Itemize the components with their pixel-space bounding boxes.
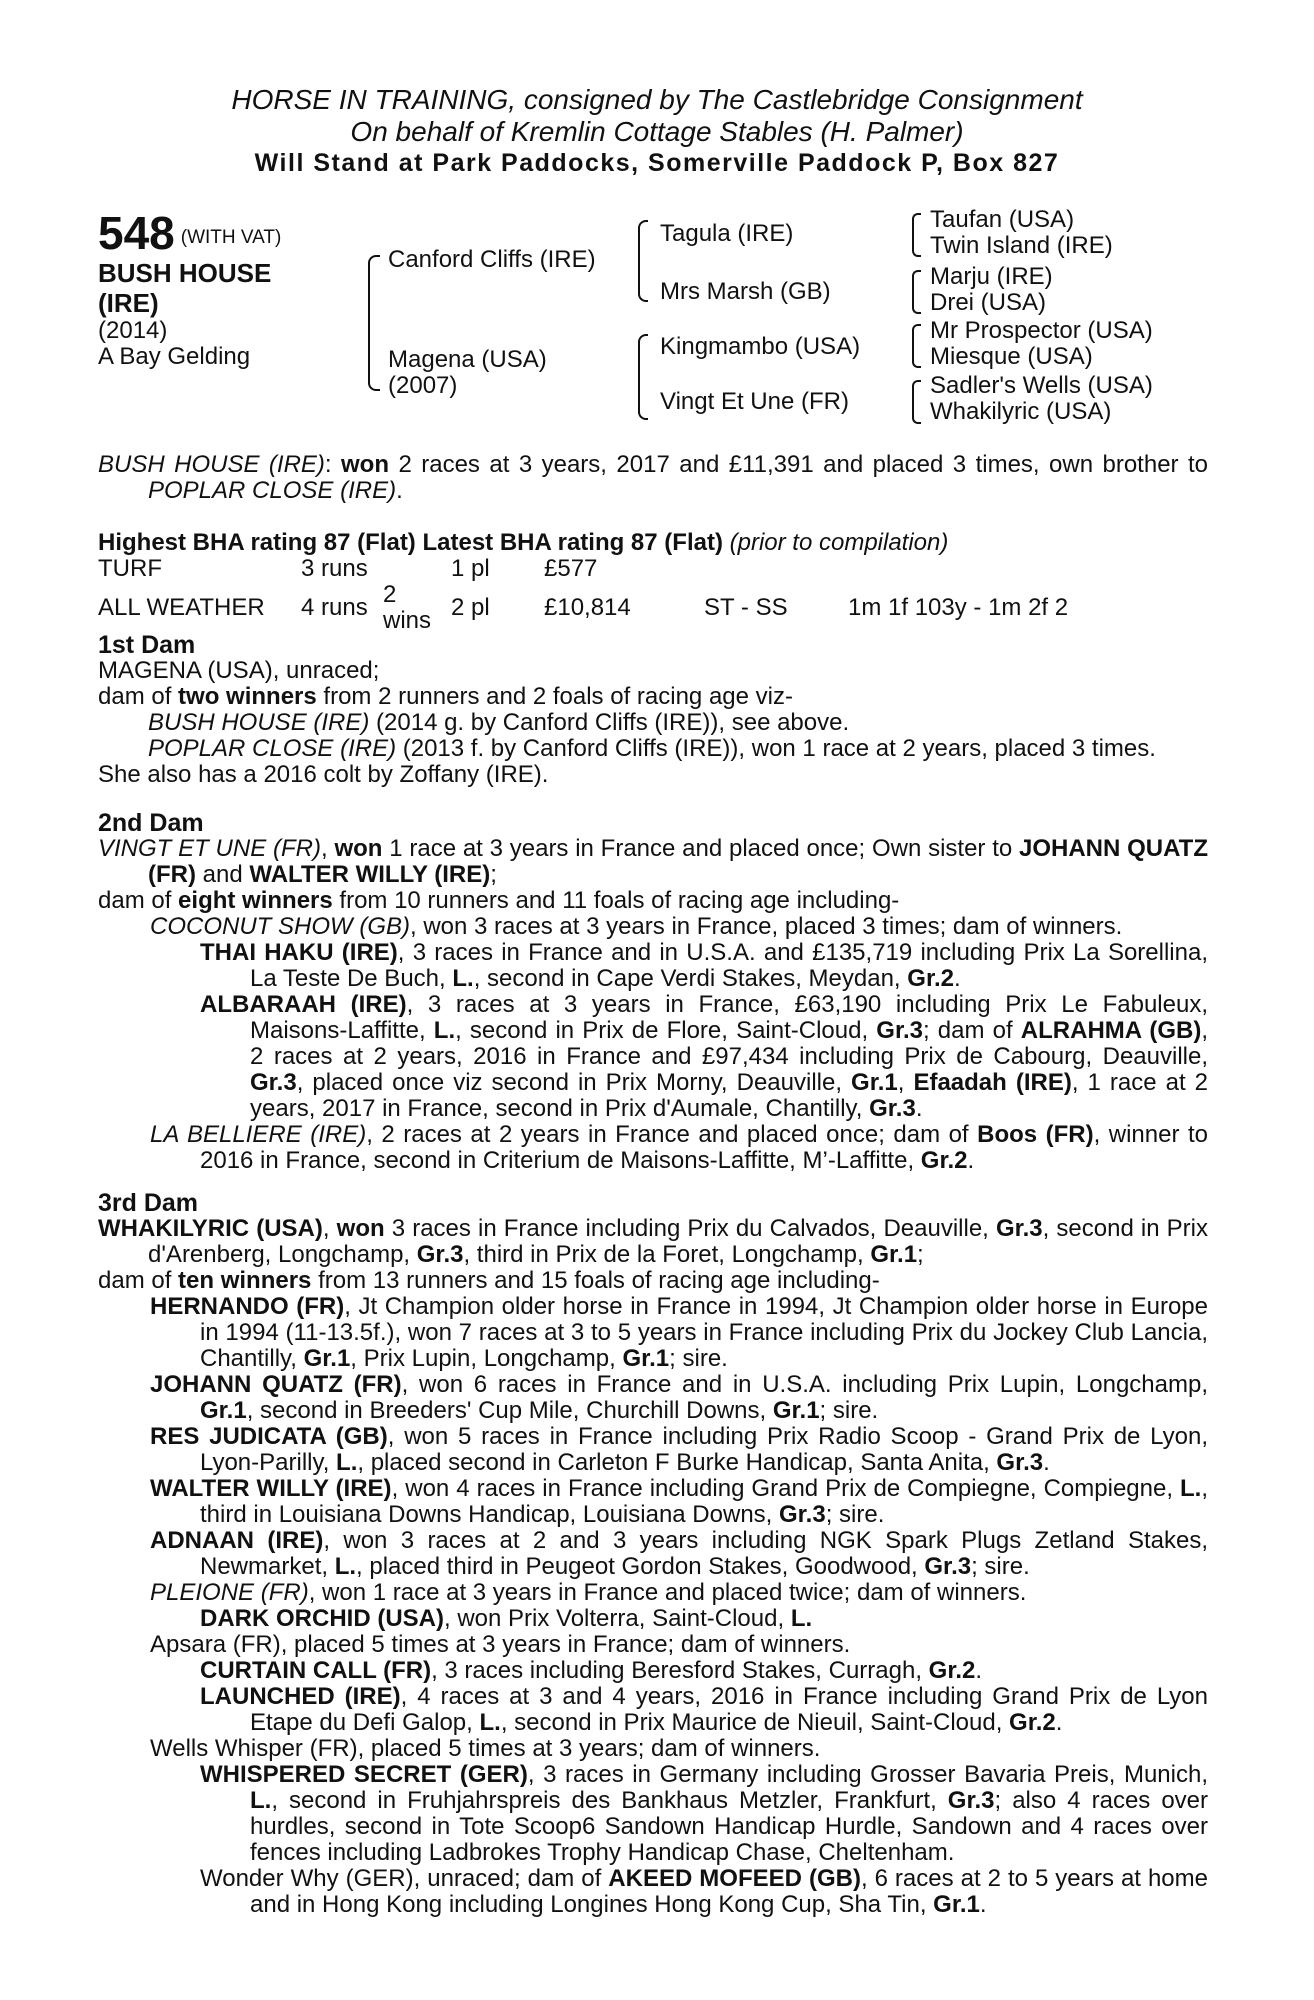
race-record xyxy=(98,556,1208,634)
pedigree-dsd: Miesque (USA) xyxy=(930,343,1093,370)
text: RES JUDICATA (GB) xyxy=(150,1423,388,1450)
text: , 3 races in France and in U.S.A. and £135,719 including Prix La Sorellina, La Teste De Buch, xyxy=(250,939,1209,992)
text: WALTER WILLY (IRE) xyxy=(150,1475,392,1502)
text: , 3 races in Germany including Grosser Bavaria Preis, Munich, xyxy=(527,1761,1208,1788)
pedigree-sire: Canford Cliffs (IRE) xyxy=(388,246,596,273)
text: Wells Whisper (FR), placed 5 times at 3 years; dam of winners. xyxy=(150,1735,821,1762)
text: Gr.3 xyxy=(869,1095,916,1122)
table-row xyxy=(98,582,1068,634)
text: Gr.3 xyxy=(995,1215,1043,1242)
text: JOHANN QUATZ (FR) xyxy=(150,1371,402,1398)
text: Gr.3 xyxy=(876,1017,923,1044)
text: Gr.3 xyxy=(947,1787,995,1814)
text: . xyxy=(979,1891,987,1918)
list-item xyxy=(98,710,1208,736)
stat-runs: 4 runs xyxy=(301,594,368,621)
text: Gr.2 xyxy=(920,1147,968,1174)
text: two winners xyxy=(178,683,317,710)
second-dam-heading: 2nd Dam xyxy=(98,809,204,837)
vat-note: (WITH VAT) xyxy=(180,227,282,248)
text: , placed once viz second in Prix Morny, Deauville, xyxy=(296,1069,852,1096)
pedigree-dam-year: (2007) xyxy=(388,372,458,399)
text: from 2 runners and 2 foals of racing age viz- xyxy=(316,683,793,710)
stat-money: £577 xyxy=(544,555,598,582)
pedigree-brace-ss xyxy=(912,213,921,257)
text: Gr.2 xyxy=(928,1657,976,1684)
text: AKEED MOFEED (GB) xyxy=(608,1865,861,1892)
text: , 4 races at 3 and 4 years, 2016 in France including Grand Prix de Lyon Etape du Defi Galop, xyxy=(250,1683,1208,1736)
list-item xyxy=(98,1122,1208,1174)
list-item xyxy=(98,1736,1208,1762)
text: , 1 race at 2 years, 2017 in France, second in Prix d'Aumale, Chantilly, xyxy=(250,1069,1209,1122)
second-dam-section xyxy=(98,810,1208,1174)
pedigree-sss: Taufan (USA) xyxy=(930,206,1075,233)
text: Gr.3 xyxy=(250,1069,297,1096)
list-item xyxy=(98,1476,1208,1528)
text: LA BELLIERE (IRE) xyxy=(150,1121,367,1148)
text: 3 races in France including Prix du Calvados, Deauville, xyxy=(384,1215,996,1242)
list-item xyxy=(98,914,1208,940)
text: Wonder Why (GER), unraced; dam of xyxy=(200,1865,609,1892)
list-item xyxy=(98,1580,1208,1606)
text: Gr.1 xyxy=(200,1397,247,1424)
text: . xyxy=(1055,1709,1063,1736)
text: Gr.2 xyxy=(1009,1709,1056,1736)
third-dam-heading: 3rd Dam xyxy=(98,1189,199,1217)
text: POPLAR CLOSE (IRE) xyxy=(148,735,397,762)
stat-surface: ALL WEATHER xyxy=(98,594,265,621)
text: won xyxy=(336,1215,385,1242)
first-dam-produce xyxy=(98,684,1208,710)
text: , second in Breeders' Cup Mile, Churchill Downs, xyxy=(246,1397,773,1424)
stat-going xyxy=(704,556,848,582)
text: , second in Prix de Flore, Saint-Cloud, xyxy=(455,1017,877,1044)
pedigree-sire-sire: Tagula (IRE) xyxy=(660,220,794,247)
text: L. xyxy=(452,965,474,992)
stat-going: ST - SS xyxy=(704,594,788,621)
text: , xyxy=(322,1215,337,1242)
stat-placed: 1 pl xyxy=(451,555,490,582)
text: . xyxy=(953,965,961,992)
text: , winner to 2016 in France, second in Criterium de Maisons-Laffitte, M’-Laffitte, xyxy=(200,1121,1208,1174)
first-dam-name: MAGENA (USA), unraced; xyxy=(98,657,380,684)
pedigree-sds: Marju (IRE) xyxy=(930,263,1053,290)
text: L. xyxy=(334,1553,357,1580)
list-item xyxy=(98,1294,1208,1372)
text: from 13 runners and 15 foals of racing age including- xyxy=(311,1267,880,1294)
pedigree-brace-sd xyxy=(912,270,921,314)
text: L. xyxy=(479,1709,501,1736)
pedigree-sdd: Drei (USA) xyxy=(930,289,1047,316)
text: won xyxy=(334,835,383,862)
text: ; sire. xyxy=(819,1397,879,1424)
third-dam-section xyxy=(98,1190,1208,1918)
text: , won 4 races in France including Grand Prix de Compiegne, Compiegne, xyxy=(391,1475,1180,1502)
text: . xyxy=(975,1657,983,1684)
text: ten winners xyxy=(178,1267,312,1294)
text: Gr.1 xyxy=(622,1345,670,1372)
pedigree-brace-dam xyxy=(638,334,648,420)
text: THAI HAKU (IRE) xyxy=(200,939,398,966)
stat-wins: 2 wins xyxy=(383,581,432,634)
pedigree-dss: Mr Prospector (USA) xyxy=(930,317,1153,344)
text: . xyxy=(967,1147,975,1174)
text: Gr.2 xyxy=(907,965,954,992)
text: , second in Prix Maurice de Nieuil, Saint-Cloud, xyxy=(500,1709,1010,1736)
text: , 2 races at 2 years in France and placed once; dam of xyxy=(366,1121,978,1148)
table-row xyxy=(98,556,1068,582)
text: eight winners xyxy=(178,887,333,914)
text: , won Prix Volterra, Saint-Cloud, xyxy=(443,1605,791,1632)
stat-surface: TURF xyxy=(98,555,162,582)
stat-money: £10,814 xyxy=(544,594,631,621)
summary-end: . xyxy=(396,477,403,504)
rating-line xyxy=(98,530,1208,556)
second-dam-name xyxy=(98,836,1208,888)
list-item xyxy=(98,1684,1208,1736)
list-item xyxy=(98,1866,1208,1918)
text: , second in Prix d'Arenberg, Longchamp, xyxy=(148,1215,1209,1268)
text: WALTER WILLY (IRE) xyxy=(249,861,491,888)
first-dam-heading: 1st Dam xyxy=(98,631,196,659)
second-dam-produce xyxy=(98,888,1208,914)
text: L. xyxy=(433,1017,456,1044)
text: L. xyxy=(1180,1475,1202,1502)
text: . xyxy=(1043,1449,1050,1476)
summary-won: won xyxy=(341,451,390,478)
stat-wins xyxy=(383,556,451,582)
text: Boos (FR) xyxy=(977,1121,1094,1148)
text: dam of xyxy=(98,1267,179,1294)
text: ; xyxy=(917,1241,924,1268)
text: , xyxy=(897,1069,914,1096)
text: PLEIONE (FR) xyxy=(150,1579,309,1606)
text: , 3 races including Beresford Stakes, Curragh, xyxy=(431,1657,929,1684)
text: Gr.3 xyxy=(416,1241,464,1268)
list-item xyxy=(98,736,1208,762)
summary-horse-name: BUSH HOUSE (IRE) xyxy=(98,451,325,478)
header-vendor: On behalf of Kremlin Cottage Stables (H. Palmer) xyxy=(350,116,964,147)
text: Gr.3 xyxy=(924,1553,972,1580)
text: , xyxy=(321,835,335,862)
text: ; sire. xyxy=(825,1501,885,1528)
rating-note: (prior to compilation) xyxy=(729,529,949,556)
text: ADNAAN (IRE) xyxy=(150,1527,324,1554)
text: , won 6 races in France and in U.S.A. including Prix Lupin, Longchamp, xyxy=(401,1371,1209,1398)
text: ; sire. xyxy=(669,1345,728,1372)
text: WHAKILYRIC (USA) xyxy=(98,1215,323,1242)
list-item xyxy=(98,1658,1208,1684)
text: ; also 4 races over hurdles, second in Tote Scoop6 Sandown Handicap Hurdle, Sandown and 4 races over fences including Ladbrokes Trophy Handicap Chase, Cheltenham. xyxy=(250,1787,1209,1866)
text: , 2 races at 2 years, 2016 in France and £97,434 including Prix de Cabourg, Deauville, xyxy=(250,1017,1208,1070)
text: CURTAIN CALL (FR) xyxy=(200,1657,432,1684)
rating-text: Highest BHA rating 87 (Flat) Latest BHA rating 87 (Flat) xyxy=(98,529,723,556)
pedigree-brace-sire xyxy=(638,220,648,302)
list-item xyxy=(98,1424,1208,1476)
text: , 3 races at 3 years in France, £63,190 including Prix Le Fabuleux, Maisons-Laffitte, xyxy=(250,991,1208,1044)
pedigree-dam: Magena (USA) xyxy=(388,346,547,373)
text: , Jt Champion older horse in France in 1994, Jt Champion older horse in Europe in 1994 (11-13.5f.), won 7 races at 3 to 5 years in France including Prix du Jockey Club Lancia, Chantilly, xyxy=(200,1293,1208,1372)
text: JOHANN QUATZ (FR) xyxy=(148,835,1208,888)
text: ; dam of xyxy=(922,1017,1021,1044)
first-dam-section xyxy=(98,632,1208,788)
race-record-table xyxy=(98,556,1068,634)
pedigree-ddd: Whakilyric (USA) xyxy=(930,398,1112,425)
text: , second in Fruhjahrspreis des Bankhaus Metzler, Frankfurt, xyxy=(271,1787,948,1814)
first-dam-note: She also has a 2016 colt by Zoffany (IRE). xyxy=(98,761,549,788)
stat-runs: 3 runs xyxy=(301,555,368,582)
text: , 6 races at 2 to 5 years at home and in Hong Kong including Longines Hong Kong Cup, Sha Tin, xyxy=(250,1865,1208,1918)
horse-description: A Bay Gelding xyxy=(98,343,251,370)
list-item xyxy=(98,940,1208,992)
text: Gr.1 xyxy=(870,1241,918,1268)
text: Gr.1 xyxy=(851,1069,898,1096)
text: , won 3 races at 2 and 3 years including NGK Spark Plugs Zetland Stakes, Newmarket, xyxy=(200,1527,1208,1580)
text: , Prix Lupin, Longchamp, xyxy=(350,1345,623,1372)
text: , third in Prix de la Foret, Longchamp, xyxy=(463,1241,871,1268)
text: Gr.1 xyxy=(933,1891,980,1918)
text: (2013 f. by Canford Cliffs (IRE)), won 1 race at 2 years, placed 3 times. xyxy=(396,735,1156,762)
text: . xyxy=(915,1095,923,1122)
text: from 10 runners and 11 foals of racing age including- xyxy=(332,887,900,914)
summary-text: 2 races at 3 years, 2017 and £11,391 and placed 3 times, own brother to xyxy=(389,451,1208,478)
pedigree-sire-dam: Mrs Marsh (GB) xyxy=(660,278,831,305)
text: Apsara (FR), placed 5 times at 3 years in France; dam of winners. xyxy=(150,1631,851,1658)
text: BUSH HOUSE (IRE) xyxy=(148,709,370,736)
horse-country: (IRE) xyxy=(98,288,159,318)
stat-placed: 2 pl xyxy=(451,594,490,621)
third-dam-name xyxy=(98,1216,1208,1268)
pedigree-dam-sire: Kingmambo (USA) xyxy=(660,333,861,360)
text: , second in Cape Verdi Stakes, Meydan, xyxy=(473,965,908,992)
text: ALBARAAH (IRE) xyxy=(200,991,407,1018)
text: Gr.1 xyxy=(772,1397,820,1424)
header-consignor: HORSE IN TRAINING, consigned by The Castlebridge Consignment xyxy=(231,84,1083,115)
text: L. xyxy=(336,1449,358,1476)
racing-summary: BUSH HOUSE (IRE): won 2 races at 3 years, 2017 and £11,391 and placed 3 times, own brother to POPLAR CLOSE (IRE). xyxy=(98,451,1208,504)
text: L. xyxy=(790,1605,813,1632)
text: and xyxy=(195,861,250,888)
text: (2014 g. by Canford Cliffs (IRE)), see above. xyxy=(369,709,850,736)
text: , won 3 races at 3 years in France, placed 3 times; dam of winners. xyxy=(409,913,1123,940)
list-item xyxy=(98,1762,1208,1866)
horse-name: BUSH HOUSE xyxy=(98,258,272,288)
lot-info xyxy=(98,208,281,370)
text: DARK ORCHID (USA) xyxy=(200,1605,444,1632)
third-dam-produce xyxy=(98,1268,1208,1294)
summary-brother: POPLAR CLOSE (IRE) xyxy=(148,477,397,504)
text: , won 1 race at 3 years in France and placed twice; dam of winners. xyxy=(308,1579,1027,1606)
text: ; xyxy=(490,861,497,888)
pedigree-brace-gen1 xyxy=(368,255,380,391)
text: dam of xyxy=(98,683,179,710)
text: HERNANDO (FR) xyxy=(150,1293,345,1320)
text: , third in Louisiana Downs Handicap, Louisiana Downs, xyxy=(200,1475,1208,1528)
text: , won 5 races in France including Prix Radio Scoop - Grand Prix de Lyon, Lyon-Parilly, xyxy=(200,1423,1208,1476)
text: WHISPERED SECRET (GER) xyxy=(200,1761,528,1788)
text: , placed second in Carleton F Burke Handicap, Santa Anita, xyxy=(357,1449,997,1476)
pedigree-ssd: Twin Island (IRE) xyxy=(930,232,1113,259)
text: dam of xyxy=(98,887,179,914)
text: Efaadah (IRE) xyxy=(913,1069,1072,1096)
header-location: Will Stand at Park Paddocks, Somerville Paddock P, Box 827 xyxy=(254,149,1060,177)
text: LAUNCHED (IRE) xyxy=(200,1683,401,1710)
text: Gr.3 xyxy=(779,1501,826,1528)
stat-distance: 1m 1f 103y - 1m 2f 2 xyxy=(848,594,1069,621)
list-item xyxy=(98,992,1208,1122)
text: COCONUT SHOW (GB) xyxy=(150,913,410,940)
text: Gr.1 xyxy=(303,1345,351,1372)
text: VINGT ET UNE (FR) xyxy=(98,835,321,862)
text: , placed third in Peugeot Gordon Stakes, Goodwood, xyxy=(356,1553,925,1580)
list-item xyxy=(98,1528,1208,1580)
text: ALRAHMA (GB) xyxy=(1020,1017,1202,1044)
lot-number: 548 xyxy=(98,207,175,259)
text: ; sire. xyxy=(971,1553,1030,1580)
text: 1 race at 3 years in France and placed once; Own sister to xyxy=(382,835,1019,862)
list-item xyxy=(98,1606,1208,1632)
pedigree-brace-ds xyxy=(912,324,921,368)
pedigree-dam-dam: Vingt Et Une (FR) xyxy=(660,388,849,415)
text: Gr.3 xyxy=(996,1449,1044,1476)
pedigree-dds: Sadler's Wells (USA) xyxy=(930,372,1153,399)
pedigree-brace-dd xyxy=(912,380,921,424)
foaled-year: (2014) xyxy=(98,317,168,344)
list-item xyxy=(98,1372,1208,1424)
stat-distance xyxy=(848,556,1068,582)
text: L. xyxy=(250,1787,272,1814)
list-item xyxy=(98,1632,1208,1658)
